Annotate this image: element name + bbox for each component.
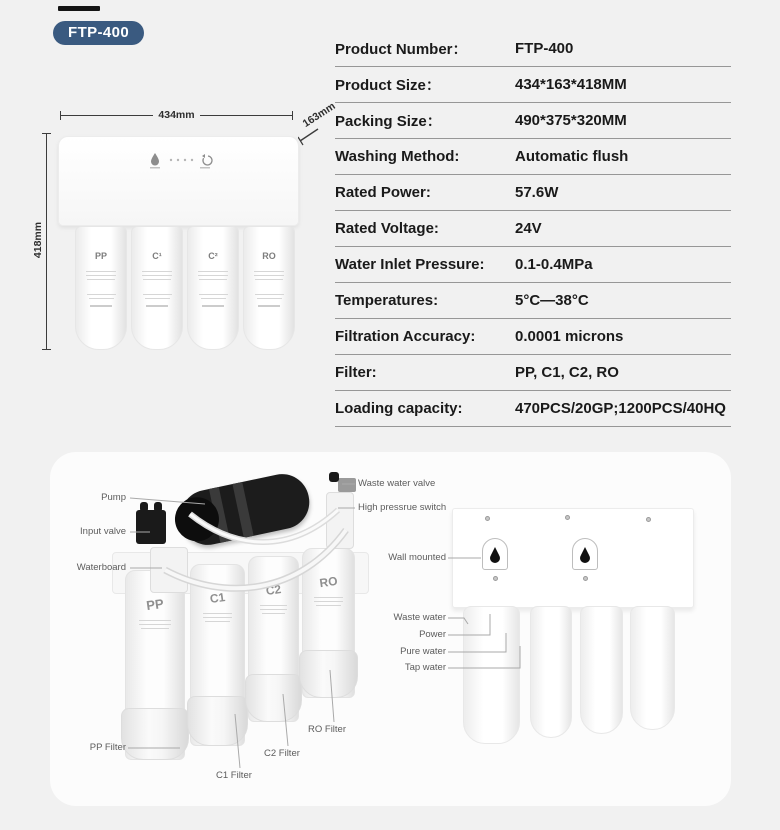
spec-label: Packing Size： [335,113,442,130]
table-row [335,31,731,67]
spec-value: 24V [515,220,542,237]
spec-label: Product Number： [335,41,468,58]
dimension-line [200,115,292,116]
table-row [335,139,731,175]
width-dimension [60,109,293,121]
indicator-dot-icon [184,159,186,161]
callout-waste-water: Waste water [393,612,446,623]
callout-pure-water: Pure water [400,646,446,657]
model-badge: FTP-400 [53,21,144,45]
water-drop-icon [151,153,159,166]
spec-label: Loading capacity: [335,400,463,417]
callout-wall-mounted: Wall mounted [388,552,446,563]
width-dimension-label: 434mm [158,109,195,121]
spec-value: PP, C1, C2, RO [515,364,619,381]
purifier-head-unit [58,136,299,226]
spec-label: Filtration Accuracy: [335,328,476,345]
indicator-dot-icon [170,159,172,161]
indicator-dot-icon [191,159,193,161]
spec-value: 490*375*320MM [515,112,627,129]
front-filter-ro [243,226,295,350]
spec-value: FTP-400 [515,40,574,57]
depth-dimension-label: 163mm [300,100,338,130]
front-filter-c1 [131,226,183,350]
dimension-tick [42,349,51,350]
callout-c2-filter: C2 Filter [264,748,300,759]
callout-input-valve: Input valve [80,526,126,537]
spec-value: 0.0001 microns [515,328,624,345]
table-row [335,283,731,319]
callout-waste-water-valve: Waste water valve [358,478,436,489]
table-row [335,355,731,391]
control-panel-icons [147,152,217,170]
filter-label: RO [262,251,276,261]
height-dimension-label: 418mm [32,221,44,259]
spec-value: 470PCS/20GP;1200PCS/40HQ [515,400,726,417]
callout-power: Power [419,629,446,640]
spec-label: Product Size： [335,77,441,94]
callout-c1-filter: C1 Filter [216,770,252,781]
filter-label: RO [318,573,339,591]
filter-label: C2 [264,582,283,598]
dimension-tick [292,111,293,120]
filter-label: C1 [208,590,227,606]
table-row [335,211,731,247]
filter-label: C² [208,251,218,261]
spec-label: Rated Voltage: [335,220,439,237]
spec-label: Temperatures: [335,292,439,309]
callout-pump: Pump [101,492,126,503]
spec-value: Automatic flush [515,148,629,165]
table-row [335,391,731,427]
spec-label: Rated Power: [335,184,431,201]
callout-pp-filter: PP Filter [89,742,126,753]
diagram-panel [50,452,731,806]
table-row [335,67,731,103]
front-filter-c2 [187,226,239,350]
table-row [335,319,731,355]
depth-dimension-tick [298,126,322,146]
brand-accent-bar [58,6,100,11]
front-filter-pp [75,226,127,350]
spec-value: 434*163*418MM [515,76,627,93]
spec-value: 5°C—38°C [515,292,589,309]
callout-tap-water: Tap water [404,662,446,673]
spec-value: 0.1-0.4MPa [515,256,593,273]
dimension-line [46,134,47,349]
front-filter-row [75,226,297,352]
filter-label: PP [94,251,107,261]
filter-label: PP [145,595,165,614]
filter-label: C¹ [152,251,162,261]
callout-ro-filter: RO Filter [308,724,346,735]
table-row [335,103,731,139]
spec-value: 57.6W [515,184,559,201]
table-row [335,175,731,211]
callout-waterboard: Waterboard [76,562,126,573]
indicator-dot-icon [177,159,179,161]
dimension-line [61,115,153,116]
spec-label: Washing Method: [335,148,460,165]
spec-table [335,31,731,427]
callout-high-pressure-switch: High pressrue switch [358,502,447,513]
table-row [335,247,731,283]
spec-label: Water Inlet Pressure: [335,256,485,273]
spec-label: Filter: [335,364,377,381]
